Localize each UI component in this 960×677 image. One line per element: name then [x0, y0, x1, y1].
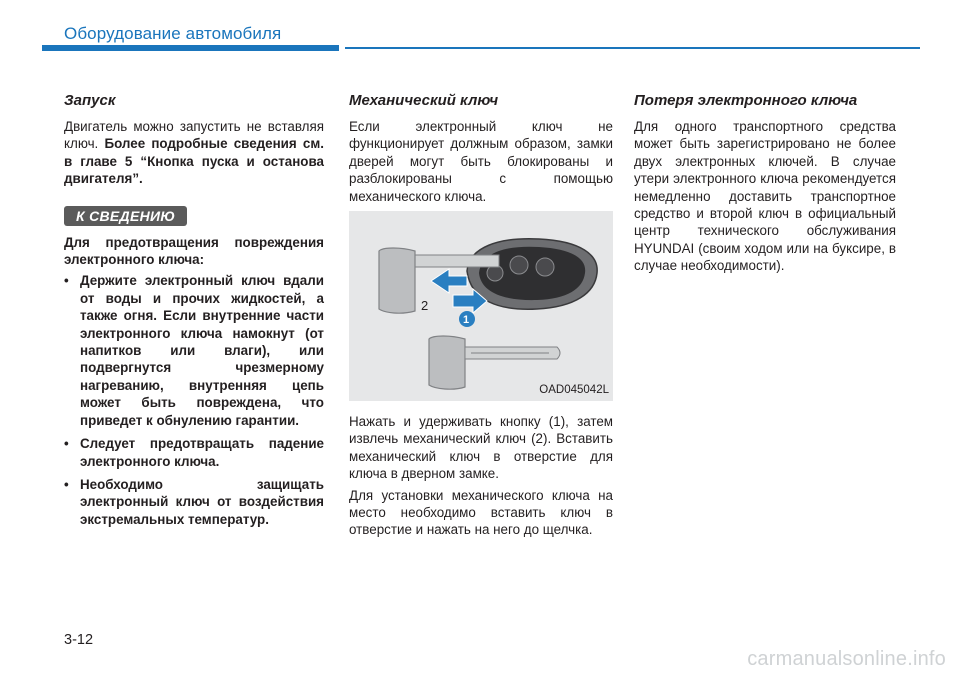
- notice-intro: Для предотвращения повреждения электронного ключа:: [64, 234, 324, 268]
- notice-bullet-item: • Следует предотвращать падение электронного ключа.: [64, 435, 324, 470]
- column-start: [64, 92, 324, 534]
- callout-1-label: 1: [463, 314, 470, 327]
- column-lost-key: [634, 92, 896, 279]
- lost-key-heading: Потеря электронного ключа: [634, 92, 858, 109]
- page-number: 3-12: [64, 632, 94, 648]
- notice-bullet-item: • Держите электронный ключ вдали от воды и прочих жидкостей, а также огня. Если внутренние части электронного ключа намокнут (от напитков или влаги), или подвергнутся чрезмерному нагреванию, внутренняя цепь может быть повреждена, что приведет к обнулению гарантии.: [64, 272, 324, 429]
- key-figure: [349, 211, 613, 401]
- mechanical-key-heading: Механический ключ: [349, 92, 499, 109]
- lock-button-icon: [510, 256, 528, 274]
- section-header-title: Оборудование автомобиля: [64, 24, 282, 43]
- notice-bullet-item: • Необходимо защищать электронный ключ от воздействия экстремальных температур.: [64, 476, 324, 528]
- mechanical-key-intro: Если электронный ключ не функционирует должным образом, замки дверей могут быть блокированы и разблокированы с помощью механического ключа.: [349, 119, 613, 204]
- notice-bullet-list: [64, 272, 324, 528]
- start-heading: Запуск: [64, 92, 116, 109]
- callout-2-label: 2: [421, 298, 429, 314]
- lost-key-paragraph: Для одного транспортного средства может быть зарегистрировано не более двух электронных ключей. В случае утери электронного ключа рекомендуется немедленно доставить транспортное средство и второй ключ в официальный центр технического обслуживания HYUNDAI (своим ходом или на буксире, в случае необходимости).: [634, 119, 896, 274]
- notice-badge: К СВЕДЕНИЮ: [64, 206, 187, 226]
- mechanical-key-para-1: Нажать и удерживать кнопку (1), затем извлечь механический ключ (2). Вставить механический ключ в отверстие для ключа в дверном замке.: [349, 414, 613, 482]
- start-intro-plain: Двигатель можно запустить не вставляя ключ.: [64, 119, 324, 152]
- watermark: carmanualsonline.info: [747, 648, 946, 670]
- start-paragraph: [64, 118, 324, 188]
- start-intro-bold: Более подробные сведения см. в главе 5 “Кнопка пуска и останова двигателя”.: [64, 136, 324, 187]
- header-rule-thick: [42, 45, 339, 51]
- figure-code: OAD045042L: [539, 383, 609, 396]
- header-rule-thin: [345, 47, 920, 49]
- mechanical-key-blade-icon: [415, 255, 499, 267]
- unlock-button-icon: [536, 258, 554, 276]
- mechanical-key-para-2: Для установки механического ключа на место необходимо вставить ключ в отверстие и нажать на него до щелчка.: [349, 487, 613, 538]
- loose-key-head-icon: [429, 336, 465, 389]
- key-illustration: [349, 211, 613, 401]
- mechanical-key-head-icon: [379, 248, 415, 313]
- column-mechanical-key: [349, 92, 613, 543]
- pull-arrow-icon: [431, 269, 467, 293]
